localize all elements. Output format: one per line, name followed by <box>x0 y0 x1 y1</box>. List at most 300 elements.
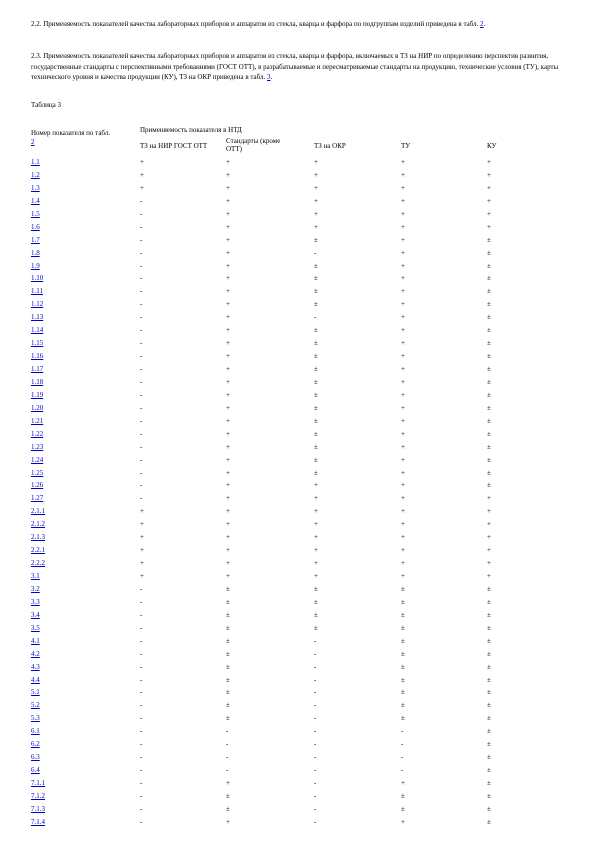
indicator-number-cell <box>31 624 40 633</box>
indicator-number-link[interactable]: 1.3 <box>31 183 40 192</box>
indicator-number-cell <box>31 650 40 659</box>
indicator-number-link[interactable]: 5.2 <box>31 701 40 710</box>
indicator-number-cell <box>31 520 45 529</box>
applicability-cell: - <box>314 688 317 697</box>
applicability-cell: - <box>314 766 317 775</box>
applicability-cell: ± <box>314 300 318 309</box>
applicability-cell: ± <box>226 649 230 658</box>
applicability-cell: + <box>401 209 405 218</box>
indicator-number-cell <box>31 391 43 400</box>
applicability-cell: + <box>226 352 230 361</box>
applicability-cell: - <box>140 636 143 645</box>
applicability-cell: + <box>401 572 405 580</box>
applicability-cell: ± <box>487 429 491 438</box>
indicator-number-cell <box>31 676 40 685</box>
indicator-number-link[interactable]: 6.1 <box>31 727 40 736</box>
applicability-cell: - <box>314 636 317 645</box>
applicability-cell: - <box>140 313 143 322</box>
applicability-cell: - <box>140 468 143 477</box>
applicability-cell: - <box>140 287 143 296</box>
indicator-number-link[interactable]: 3.4 <box>31 610 40 619</box>
applicability-cell: ± <box>487 261 491 270</box>
table-2-link[interactable]: 2 <box>480 20 484 28</box>
indicator-number-link[interactable]: 4.2 <box>31 649 40 658</box>
applicability-cell: + <box>140 559 144 568</box>
applicability-cell: + <box>401 196 405 205</box>
table-row <box>0 171 595 184</box>
table-row <box>0 792 595 805</box>
applicability-cell: ± <box>487 779 491 787</box>
applicability-cell: - <box>140 688 143 697</box>
indicator-number-link[interactable]: 4.4 <box>31 675 40 684</box>
applicability-cell: + <box>401 429 405 438</box>
indicator-number-link[interactable]: 3.1 <box>31 572 40 580</box>
applicability-cell: ± <box>226 804 230 813</box>
indicator-number-link[interactable]: 7.1.3 <box>31 804 45 813</box>
table-row <box>0 197 595 210</box>
table-row <box>0 262 595 275</box>
applicability-cell: - <box>314 817 317 826</box>
indicator-number-link[interactable]: 1.21 <box>31 416 44 425</box>
applicability-cell: + <box>487 507 491 516</box>
applicability-cell: ± <box>314 235 318 244</box>
applicability-cell: ± <box>226 662 230 671</box>
applicability-cell: ± <box>487 597 491 606</box>
applicability-cell: + <box>226 779 230 787</box>
indicator-number-link[interactable]: 7.1.1 <box>31 779 45 787</box>
column-header-ku: КУ <box>487 142 497 150</box>
applicability-cell: ± <box>226 714 230 723</box>
applicability-cell: - <box>140 326 143 335</box>
indicator-number-link[interactable]: 1.11 <box>31 287 43 296</box>
applicability-cell: ± <box>226 610 230 619</box>
applicability-cell: + <box>226 339 230 348</box>
indicator-number-link[interactable]: 1.14 <box>31 326 44 335</box>
indicator-number-cell <box>31 352 43 361</box>
applicability-cell: ± <box>487 804 491 813</box>
indicator-number-link[interactable]: 1.19 <box>31 390 44 399</box>
applicability-cell: + <box>226 442 230 451</box>
applicability-cell: - <box>140 403 143 412</box>
table-row <box>0 766 595 779</box>
applicability-cell: ± <box>487 791 491 800</box>
applicability-cell: + <box>226 261 230 270</box>
indicator-number-link[interactable]: 1.22 <box>31 429 44 438</box>
applicability-cell: + <box>401 235 405 244</box>
indicator-number-link[interactable]: 1.17 <box>31 365 44 373</box>
table-row <box>0 546 595 559</box>
table-caption: Таблица 3 <box>31 101 61 109</box>
applicability-cell: + <box>226 287 230 296</box>
applicability-cell: ± <box>314 352 318 361</box>
indicator-number-cell <box>31 688 40 697</box>
applicability-cell: ± <box>314 584 318 593</box>
indicator-number-link[interactable]: 7.1.4 <box>31 817 45 826</box>
applicability-cell: ± <box>226 688 230 697</box>
indicator-number-cell <box>31 533 45 542</box>
applicability-cell: - <box>140 365 143 373</box>
applicability-cell: + <box>487 170 491 179</box>
applicability-cell: + <box>226 222 230 231</box>
applicability-cell: + <box>314 209 318 218</box>
applicability-cell: + <box>401 403 405 412</box>
applicability-cell: + <box>226 183 230 192</box>
applicability-cell: - <box>140 442 143 451</box>
applicability-cell: ± <box>226 597 230 606</box>
indicator-number-cell <box>31 494 43 503</box>
applicability-cell: + <box>314 494 318 503</box>
applicability-cell: + <box>314 507 318 516</box>
indicator-number-link[interactable]: 1.10 <box>31 274 44 283</box>
column-header-standards: Стандарты (кроме ОТТ) <box>226 137 281 153</box>
applicability-cell: - <box>140 623 143 632</box>
table-row <box>0 676 595 689</box>
applicability-cell: - <box>140 248 143 257</box>
applicability-cell: - <box>314 779 317 787</box>
applicability-cell: - <box>314 662 317 671</box>
applicability-cell: + <box>401 313 405 322</box>
applicability-cell: - <box>140 390 143 399</box>
table-row <box>0 507 595 520</box>
applicability-cell: + <box>314 559 318 568</box>
indicator-number-link[interactable]: 1.4 <box>31 196 40 205</box>
applicability-cell: + <box>487 559 491 568</box>
table-row <box>0 417 595 430</box>
applicability-cell: + <box>487 209 491 218</box>
applicability-cell: + <box>487 222 491 231</box>
applicability-cell: + <box>401 507 405 516</box>
indicator-number-link[interactable]: 6.3 <box>31 753 40 762</box>
column-header-tz-okr: ТЗ на ОКР <box>314 142 346 150</box>
applicability-cell: + <box>226 403 230 412</box>
indicator-number-link[interactable]: 4.3 <box>31 662 40 671</box>
applicability-cell: - <box>140 610 143 619</box>
applicability-cell: - <box>314 701 317 710</box>
applicability-cell: - <box>140 300 143 309</box>
applicability-cell: - <box>140 209 143 218</box>
applicability-cell: ± <box>401 636 405 645</box>
indicator-number-link[interactable]: 1.12 <box>31 300 44 309</box>
applicability-cell: - <box>226 753 229 762</box>
applicability-cell: ± <box>487 468 491 477</box>
table-row <box>0 274 595 287</box>
applicability-cell: + <box>226 313 230 322</box>
indicator-number-link[interactable]: 5.3 <box>31 714 40 723</box>
applicability-cell: - <box>140 817 143 826</box>
applicability-cell: - <box>140 481 143 490</box>
applicability-cell: - <box>226 766 229 775</box>
indicator-number-cell <box>31 430 43 439</box>
table-3-link[interactable]: 3 <box>267 73 271 81</box>
indicator-number-cell <box>31 766 40 775</box>
indicator-number-link[interactable]: 7.1.2 <box>31 791 45 800</box>
indicator-number-link[interactable]: 1.20 <box>31 403 44 412</box>
applicability-cell: + <box>401 455 405 464</box>
indicator-number-link[interactable]: 2.1.1 <box>31 507 45 516</box>
indicator-number-cell <box>31 469 43 478</box>
applicability-cell: + <box>401 261 405 270</box>
applicability-cell: - <box>401 766 404 775</box>
applicability-cell: - <box>314 740 317 749</box>
indicator-number-cell <box>31 507 45 516</box>
applicability-cell: + <box>487 533 491 542</box>
table-row <box>0 469 595 482</box>
applicability-cell: - <box>314 313 317 322</box>
indicator-number-link[interactable]: 4.1 <box>31 636 40 645</box>
table-row <box>0 365 595 378</box>
indicator-number-cell <box>31 779 45 788</box>
applicability-cell: ± <box>314 429 318 438</box>
applicability-cell: - <box>140 597 143 606</box>
applicability-cell: - <box>140 753 143 762</box>
applicability-cell: + <box>401 365 405 373</box>
indicator-number-link[interactable]: 1.16 <box>31 352 44 361</box>
table-row <box>0 598 595 611</box>
applicability-cell: + <box>401 287 405 296</box>
applicability-cell: - <box>140 675 143 684</box>
indicator-number-link[interactable]: 5.1 <box>31 688 40 697</box>
paragraph-text: 2.2. Применяемость показателей качества лабораторных приборов и аппаратов из стекла, кварца и фарфора по подгруппам изделий приведена в табл. <box>31 20 481 28</box>
applicability-cell: - <box>314 727 317 736</box>
applicability-cell: + <box>226 468 230 477</box>
indicator-number-link[interactable]: 2.2.1 <box>31 546 45 555</box>
applicability-cell: + <box>401 248 405 257</box>
indicator-number-link[interactable]: 1.7 <box>31 235 40 244</box>
applicability-cell: + <box>401 481 405 490</box>
indicator-number-cell <box>31 313 43 322</box>
applicability-cell: - <box>140 804 143 813</box>
applicability-cell: + <box>314 572 318 580</box>
applicability-cell: ± <box>226 584 230 593</box>
applicability-cell: ± <box>314 468 318 477</box>
applicability-cell: ± <box>314 261 318 270</box>
applicability-cell: ± <box>314 442 318 451</box>
applicability-cell: + <box>487 158 491 166</box>
indicator-number-link[interactable]: 1.23 <box>31 442 44 451</box>
applicability-cell: + <box>401 546 405 555</box>
applicability-cell: - <box>314 248 317 257</box>
applicability-cell: + <box>401 222 405 231</box>
header-indicator-label: Номер показателя по табл. <box>31 129 111 137</box>
indicator-number-cell <box>31 805 45 814</box>
applicability-cell: - <box>314 714 317 723</box>
applicability-cell: + <box>140 507 144 516</box>
applicability-cell: ± <box>487 390 491 399</box>
applicability-cell: + <box>401 416 405 425</box>
applicability-cell: - <box>226 727 229 736</box>
applicability-cell: ± <box>314 416 318 425</box>
applicability-cell: - <box>140 377 143 386</box>
indicator-number-link[interactable]: 1.2 <box>31 170 40 179</box>
applicability-cell: ± <box>401 662 405 671</box>
table-row <box>0 236 595 249</box>
indicator-number-link[interactable]: 1.25 <box>31 468 44 477</box>
column-header-tz-nir: ТЗ на НИР ГОСТ ОТТ <box>140 142 208 150</box>
indicator-number-cell <box>31 585 40 594</box>
applicability-cell: ± <box>314 377 318 386</box>
indicator-number-cell <box>31 171 40 180</box>
applicability-cell: + <box>140 533 144 542</box>
indicator-number-link[interactable]: 2.1.2 <box>31 520 45 529</box>
applicability-cell: + <box>226 300 230 309</box>
indicator-number-cell <box>31 339 43 348</box>
applicability-cell: ± <box>487 753 491 762</box>
applicability-cell: + <box>401 520 405 529</box>
applicability-cell: + <box>226 559 230 568</box>
indicator-number-link[interactable]: 3.3 <box>31 597 40 606</box>
applicability-cell: ± <box>487 248 491 257</box>
applicability-cell: ± <box>487 326 491 335</box>
indicator-number-link[interactable]: 1.27 <box>31 494 44 503</box>
applicability-cell: ± <box>226 701 230 710</box>
applicability-cell: ± <box>487 377 491 386</box>
applicability-cell: - <box>140 455 143 464</box>
applicability-cell: + <box>314 183 318 192</box>
applicability-cell: + <box>226 416 230 425</box>
table-row <box>0 184 595 197</box>
applicability-cell: + <box>487 494 491 503</box>
applicability-cell: ± <box>487 416 491 425</box>
applicability-cell: ± <box>314 623 318 632</box>
indicator-number-cell <box>31 740 40 749</box>
applicability-cell: - <box>401 727 404 736</box>
header-table-2-link[interactable]: 2 <box>31 138 35 146</box>
table-row <box>0 287 595 300</box>
applicability-cell: ± <box>314 326 318 335</box>
indicator-number-link[interactable]: 1.15 <box>31 339 44 348</box>
applicability-cell: + <box>140 520 144 529</box>
applicability-cell: ± <box>314 339 318 348</box>
table-body <box>0 158 595 831</box>
applicability-cell: + <box>401 183 405 192</box>
table-row <box>0 650 595 663</box>
applicability-cell: - <box>314 753 317 762</box>
applicability-cell: + <box>401 352 405 361</box>
applicability-cell: ± <box>487 623 491 632</box>
table-row <box>0 818 595 831</box>
indicator-number-cell <box>31 236 40 245</box>
applicability-cell: ± <box>487 675 491 684</box>
table-row <box>0 611 595 624</box>
indicator-number-link[interactable]: 3.5 <box>31 623 40 632</box>
indicator-number-link[interactable]: 2.1.3 <box>31 533 45 542</box>
applicability-cell: ± <box>487 481 491 490</box>
applicability-cell: + <box>226 158 230 166</box>
applicability-cell: + <box>314 481 318 490</box>
applicability-cell: ± <box>487 274 491 283</box>
applicability-cell: ± <box>226 623 230 632</box>
applicability-cell: + <box>401 326 405 335</box>
applicability-cell: - <box>140 701 143 710</box>
indicator-number-link[interactable]: 1.1 <box>31 158 40 166</box>
indicator-number-link[interactable]: 1.6 <box>31 222 40 231</box>
applicability-cell: - <box>314 791 317 800</box>
applicability-cell: + <box>226 481 230 490</box>
table-row <box>0 326 595 339</box>
table-row <box>0 404 595 417</box>
table-row <box>0 249 595 262</box>
table-row <box>0 300 595 313</box>
indicator-number-link[interactable]: 2.2.2 <box>31 559 45 568</box>
applicability-cell: ± <box>487 714 491 723</box>
indicator-number-link[interactable]: 3.2 <box>31 584 40 593</box>
indicator-number-cell <box>31 701 40 710</box>
indicator-number-link[interactable]: 1.5 <box>31 209 40 218</box>
applicability-cell: ± <box>487 584 491 593</box>
applicability-cell: + <box>226 494 230 503</box>
indicator-number-link[interactable]: 1.9 <box>31 261 40 270</box>
indicator-number-link[interactable]: 1.24 <box>31 455 44 464</box>
applicability-cell: ± <box>487 701 491 710</box>
applicability-cell: - <box>314 675 317 684</box>
indicator-number-cell <box>31 598 40 607</box>
applicability-cell: - <box>314 804 317 813</box>
applicability-cell: ± <box>487 817 491 826</box>
table-row <box>0 701 595 714</box>
applicability-cell: - <box>140 766 143 775</box>
paragraph-2-2: 2.2. Применяемость показателей качества лабораторных приборов и аппаратов из стекла, кварца и фарфора по подгруппам изделий приведена в табл. 2. <box>31 20 486 28</box>
table-row <box>0 805 595 818</box>
applicability-cell: + <box>226 455 230 464</box>
indicator-number-link[interactable]: 1.13 <box>31 313 44 322</box>
applicability-cell: + <box>401 559 405 568</box>
applicability-cell: - <box>226 740 229 749</box>
table-row <box>0 443 595 456</box>
applicability-cell: ± <box>487 649 491 658</box>
applicability-cell: ± <box>487 636 491 645</box>
indicator-number-cell <box>31 300 43 309</box>
applicability-cell: - <box>140 222 143 231</box>
applicability-cell: + <box>401 170 405 179</box>
applicability-cell: + <box>226 170 230 179</box>
indicator-number-cell <box>31 184 40 193</box>
applicability-cell: ± <box>487 403 491 412</box>
applicability-cell: + <box>401 274 405 283</box>
applicability-cell: + <box>401 779 405 787</box>
applicability-cell: + <box>226 817 230 826</box>
applicability-cell: + <box>487 196 491 205</box>
applicability-cell: + <box>140 183 144 192</box>
indicator-number-cell <box>31 326 43 335</box>
applicability-cell: ± <box>401 597 405 606</box>
paragraph-2-3: 2.3. Применяемость показателей качества лабораторных приборов и аппаратов из стекла, кварца и фарфора, включаемых в ТЗ на НИР по определению перспектив развития, государственные стандарты с перспективными требованиями (ГОСТ ОТТ), в разрабатываемые и пересматриваемые стандарты на продукцию, технические условия (ТУ), карты технического уровня и качества продукции (КУ), ТЗ на ОКР приведена в табл. 3. <box>31 52 559 81</box>
applicability-cell: ± <box>314 287 318 296</box>
indicator-number-link[interactable]: 1.8 <box>31 248 40 257</box>
table-row <box>0 378 595 391</box>
indicator-number-link[interactable]: 1.26 <box>31 481 44 490</box>
applicability-cell: + <box>140 546 144 555</box>
applicability-cell: + <box>226 377 230 386</box>
applicability-cell: - <box>140 416 143 425</box>
applicability-cell: ± <box>314 403 318 412</box>
indicator-number-cell <box>31 792 45 801</box>
applicability-cell: ± <box>487 688 491 697</box>
applicability-cell: - <box>140 779 143 787</box>
applicability-cell: - <box>140 274 143 283</box>
applicability-cell: ± <box>487 287 491 296</box>
indicator-number-link[interactable]: 1.18 <box>31 377 44 386</box>
applicability-cell: + <box>226 248 230 257</box>
applicability-cell: - <box>140 740 143 749</box>
indicator-number-cell <box>31 637 40 646</box>
applicability-cell: ± <box>487 300 491 309</box>
indicator-number-link[interactable]: 6.2 <box>31 740 40 749</box>
applicability-cell: + <box>487 572 491 580</box>
table-row <box>0 520 595 533</box>
indicator-number-link[interactable]: 6.4 <box>31 766 40 775</box>
indicator-number-cell <box>31 546 45 555</box>
applicability-cell: ± <box>487 766 491 775</box>
